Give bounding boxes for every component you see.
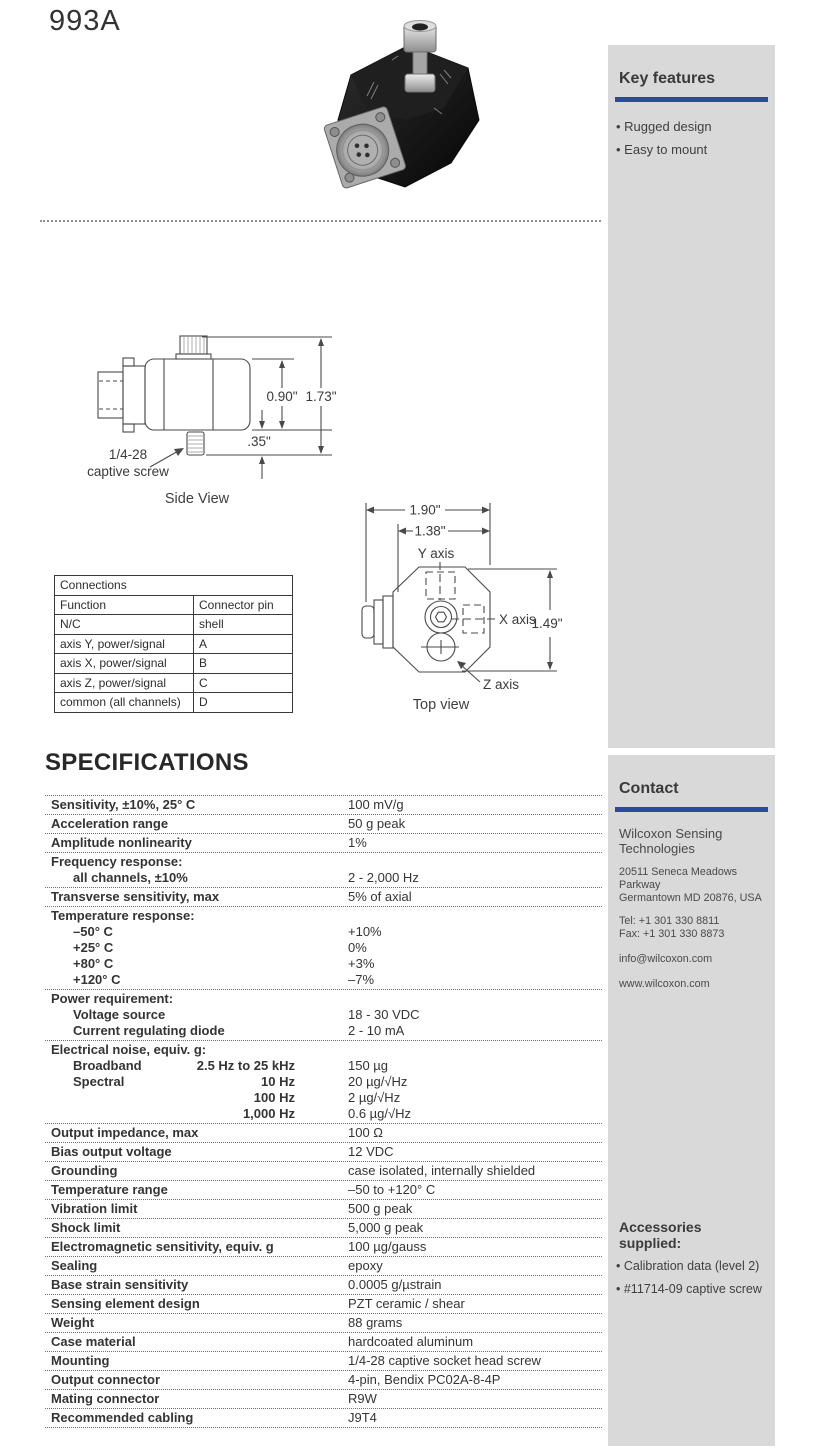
spec-row (45, 834, 602, 853)
spec-sublabel: Spectral (73, 1074, 125, 1089)
company-name (619, 826, 764, 856)
spec-value: 2 - 10 mA (348, 1023, 405, 1038)
x-axis-label: X axis (499, 612, 536, 627)
spec-label: Case material (51, 1334, 136, 1349)
spec-frequency: 2.5 Hz to 25 kHz (196, 1058, 295, 1073)
company-name-line: Wilcoxon Sensing (619, 826, 723, 841)
table-row (55, 673, 293, 693)
dim-body-height-label: 1.49" (531, 616, 563, 631)
connections-table (54, 575, 293, 713)
z-axis-label: Z axis (483, 677, 520, 692)
spec-row (45, 1295, 602, 1314)
spec-value: J9T4 (348, 1410, 377, 1425)
spec-label: Electromagnetic sensitivity, equiv. g (51, 1239, 274, 1254)
spec-sublabel: Current regulating diode (73, 1023, 225, 1038)
phone-numbers (619, 915, 764, 941)
spec-value: 100 µg/gauss (348, 1239, 427, 1254)
spec-value: –7% (348, 972, 375, 987)
spec-row (45, 1257, 602, 1276)
spec-label: Sealing (51, 1258, 98, 1273)
spec-value: epoxy (348, 1258, 383, 1273)
spec-label: Bias output voltage (51, 1144, 172, 1159)
spec-value: 1/4-28 captive socket head screw (348, 1353, 541, 1368)
website: www.wilcoxon.com (619, 978, 710, 990)
spec-value: 1% (348, 835, 367, 850)
accent-rule (615, 97, 768, 102)
spec-label: Sensing element design (51, 1296, 200, 1311)
page-title: 993A (49, 5, 121, 37)
product-photo (288, 20, 480, 192)
table-row (55, 576, 293, 596)
spec-row (45, 1162, 602, 1181)
accessory-item: • #11714-09 captive screw (616, 1278, 767, 1301)
spec-frequency: 100 Hz (253, 1090, 295, 1105)
spec-label: Acceleration range (51, 816, 169, 831)
spec-frequency: 1,000 Hz (242, 1106, 295, 1121)
spec-label: Output connector (51, 1372, 161, 1387)
spec-value: 88 grams (348, 1315, 403, 1330)
connection-function: N/C (55, 615, 194, 635)
spec-value: –50 to +120° C (348, 1182, 436, 1197)
spec-value: 0% (348, 940, 367, 955)
spec-label: Temperature response: (51, 908, 195, 923)
spec-value: hardcoated aluminum (348, 1334, 474, 1349)
fax: Fax: +1 301 330 8873 (619, 928, 725, 940)
key-feature-item: • Rugged design (616, 116, 767, 139)
connector-outline (98, 372, 123, 418)
spec-sublabel: all channels, ±10% (73, 870, 188, 885)
specifications-title: SPECIFICATIONS (45, 749, 249, 776)
spec-label: Vibration limit (51, 1201, 138, 1216)
spec-label: Output impedance, max (51, 1125, 199, 1140)
spec-value: 50 g peak (348, 816, 406, 831)
connection-pin: A (194, 634, 293, 654)
specifications-table (45, 795, 602, 1428)
spec-label: Recommended cabling (51, 1410, 194, 1425)
table-row (55, 634, 293, 654)
spec-frequency: 10 Hz (261, 1074, 295, 1089)
spec-row (45, 990, 602, 1041)
spec-row (45, 1181, 602, 1200)
spec-value: 18 - 30 VDC (348, 1007, 420, 1022)
key-features-list (608, 116, 775, 161)
dim-body-height-label: 0.90" (266, 389, 298, 404)
connection-function: common (all channels) (55, 693, 194, 713)
captive-screw-note-line2: captive screw (87, 464, 169, 479)
spec-row (45, 1314, 602, 1333)
spec-label: Mounting (51, 1353, 110, 1368)
spec-value: 100 mV/g (348, 797, 404, 812)
dim-screw-protrusion-label: .35" (247, 434, 271, 449)
spec-sublabel: +120° C (73, 972, 121, 987)
spec-label: Power requirement: (51, 991, 174, 1006)
connections-title: Connections (55, 576, 293, 596)
spec-label: Amplitude nonlinearity (51, 835, 192, 850)
spec-row (45, 1333, 602, 1352)
key-features-panel (608, 45, 775, 748)
spec-label: Grounding (51, 1163, 118, 1178)
spec-value: 5% of axial (348, 889, 412, 904)
spec-label: Sensitivity, ±10%, 25° C (51, 797, 196, 812)
connection-pin: shell (194, 615, 293, 635)
email: info@wilcoxon.com (619, 953, 713, 965)
table-row (55, 615, 293, 635)
accessories-list (616, 1255, 767, 1301)
spec-row (45, 888, 602, 907)
spec-value: +10% (348, 924, 382, 939)
column-header-connector-pin: Connector pin (194, 595, 293, 615)
spec-sublabel: +80° C (73, 956, 114, 971)
connection-pin: B (194, 654, 293, 674)
side-view-caption: Side View (164, 491, 230, 507)
spec-row (45, 1200, 602, 1219)
connection-function: axis Z, power/signal (55, 673, 194, 693)
telephone: Tel: +1 301 330 8811 (619, 915, 720, 927)
section-divider (40, 220, 601, 222)
spec-value: PZT ceramic / shear (348, 1296, 465, 1311)
company-name-line: Technologies (619, 841, 695, 856)
spec-row (45, 1143, 602, 1162)
spec-value: 0.0005 g/µstrain (348, 1277, 442, 1292)
spec-row (45, 1041, 602, 1124)
spec-row (45, 907, 602, 990)
spec-label: Shock limit (51, 1220, 121, 1235)
table-row (55, 693, 293, 713)
mounting-screw-outline (425, 601, 457, 633)
spec-row (45, 1238, 602, 1257)
address-line: Germantown MD 20876, USA (619, 892, 762, 904)
spec-row (45, 1409, 602, 1428)
spec-row (45, 1219, 602, 1238)
spec-row (45, 1276, 602, 1295)
captive-screw-note-line1: 1/4-28 (108, 447, 148, 462)
y-axis-label: Y axis (417, 546, 455, 561)
connection-pin: C (194, 673, 293, 693)
side-view-drawing (60, 325, 352, 510)
connection-pin: D (194, 693, 293, 713)
contact-title: Contact (619, 780, 679, 797)
spec-value: 4-pin, Bendix PC02A-8-4P (348, 1372, 501, 1387)
captive-screw-outline (187, 432, 204, 455)
spec-label: Transverse sensitivity, max (51, 889, 220, 904)
company-address (619, 866, 764, 905)
spec-value: 12 VDC (348, 1144, 394, 1159)
key-features-title: Key features (619, 70, 716, 87)
spec-label: Mating connector (51, 1391, 160, 1406)
spec-value: 2 µg/√Hz (348, 1090, 401, 1105)
accessories-section (608, 1219, 775, 1301)
spec-row (45, 1352, 602, 1371)
spec-sublabel: Voltage source (73, 1007, 166, 1022)
spec-row (45, 1390, 602, 1409)
spec-label: Base strain sensitivity (51, 1277, 189, 1292)
dim-overall-width-label: 1.90" (409, 502, 441, 518)
spec-value: 0.6 µg/√Hz (348, 1106, 412, 1121)
spec-label: Weight (51, 1315, 95, 1330)
dim-total-height-label: 1.73" (305, 389, 337, 404)
accessory-item: • Calibration data (level 2) (616, 1255, 767, 1278)
spec-value: 20 µg/√Hz (348, 1074, 408, 1089)
spec-value: case isolated, internally shielded (348, 1163, 536, 1178)
spec-row (45, 815, 602, 834)
hex-socket (412, 23, 428, 30)
connection-function: axis Y, power/signal (55, 634, 194, 654)
top-view-drawing (345, 498, 615, 716)
accent-rule (615, 807, 768, 812)
spec-sublabel: +25° C (73, 940, 114, 955)
spec-label: Temperature range (51, 1182, 168, 1197)
spec-row (45, 1124, 602, 1143)
spec-value: 100 Ω (348, 1125, 384, 1140)
column-header-function: Function (55, 595, 194, 615)
top-view-caption: Top view (412, 697, 470, 713)
spec-value: 5,000 g peak (348, 1220, 424, 1235)
key-feature-item: • Easy to mount (616, 139, 767, 162)
spec-row (45, 853, 602, 888)
table-row (55, 654, 293, 674)
spec-sublabel: –50° C (73, 924, 113, 939)
spec-row (45, 796, 602, 815)
spec-value: R9W (348, 1391, 377, 1406)
contact-panel (608, 755, 775, 1446)
screw-collar (405, 74, 435, 92)
spec-sublabel: Broadband (73, 1058, 142, 1073)
spec-label: Frequency response: (51, 854, 183, 869)
dim-body-width-label: 1.38" (414, 523, 446, 539)
spec-value: 150 µg (348, 1058, 389, 1073)
table-row (55, 595, 293, 615)
accessories-title: Accessories supplied: (619, 1219, 702, 1251)
spec-row (45, 1371, 602, 1390)
spec-value: 500 g peak (348, 1201, 413, 1216)
spec-label: Electrical noise, equiv. g: (51, 1042, 207, 1057)
spec-value: +3% (348, 956, 375, 971)
connection-function: axis X, power/signal (55, 654, 194, 674)
spec-value: 2 - 2,000 Hz (348, 870, 419, 885)
address-line: 20511 Seneca Meadows Parkway (619, 866, 738, 891)
